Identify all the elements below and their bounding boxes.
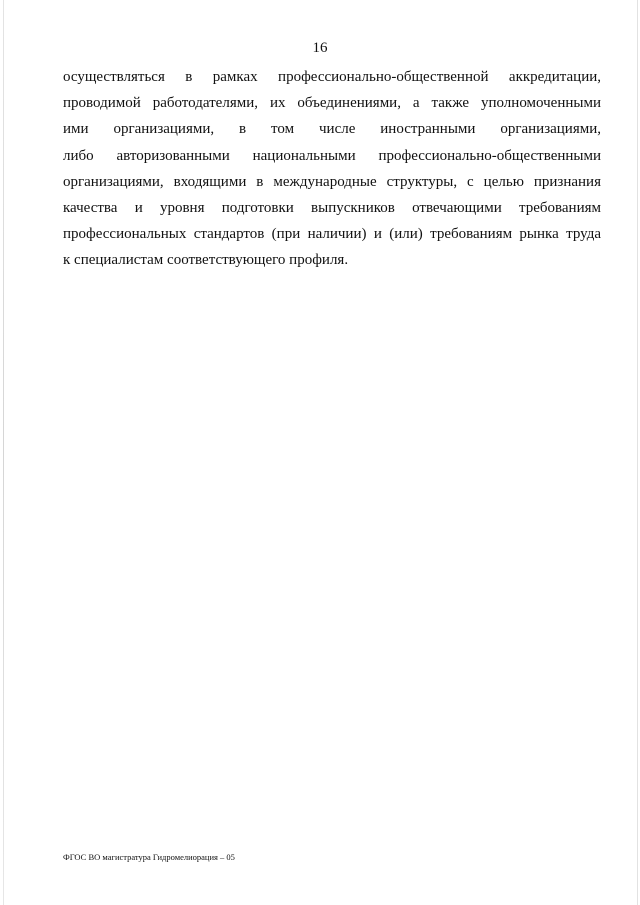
document-footer: ФГОС ВО магистратура Гидромелиорация – 05 [63, 852, 235, 862]
paragraph-line: качества и уровня подготовки выпускников отвечающими требованиям [63, 199, 601, 216]
paragraph-line: проводимой работодателями, их объединениями, а также уполномоченными [63, 95, 601, 112]
paragraph-line: ими организациями, в том числе иностранными организациями, [63, 121, 601, 138]
paragraph-line: осуществляться в рамках профессионально-общественной аккредитации, [63, 69, 601, 85]
body-paragraph [63, 64, 601, 274]
page-number: 16 [312, 40, 328, 56]
paragraph-line: профессиональных стандартов (при наличии) и (или) требованиям рынка труда [63, 226, 601, 243]
paragraph-line: к специалистам соответствующего профиля. [63, 252, 349, 269]
paragraph-line: организациями, входящими в международные структуры, с целью признания [63, 173, 601, 190]
scan-edge-left [3, 0, 4, 905]
scan-edge-right [637, 0, 638, 905]
paragraph-line: либо авторизованными национальными профессионально-общественными [63, 147, 601, 164]
